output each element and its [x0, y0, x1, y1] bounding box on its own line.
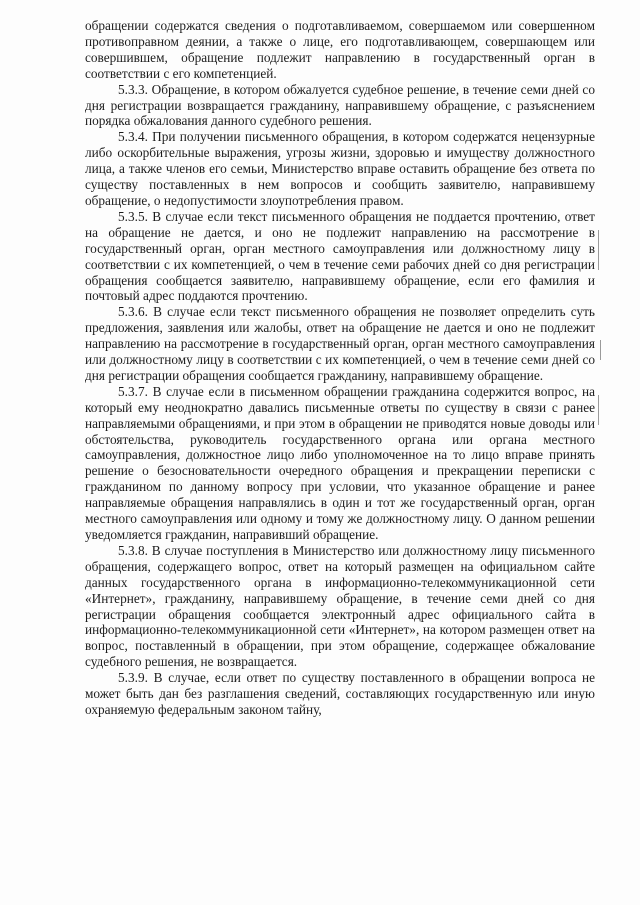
- paragraph-continuation: обращении содержатся сведения о подготавливаемом, совершаемом или совершенном противоправном деянии, а также о лице, его подготавливающем, совершающем или совершившем, обращение подлежит направлению в государственный орган в соответствии с его компетенцией.: [85, 18, 595, 81]
- document-body: [85, 18, 595, 718]
- paragraph-5-3-9: 5.3.9. В случае, если ответ по существу поставленного в обращении вопроса не может быть дан без разглашения сведений, составляющих государственную или иную охраняемую федеральным законом тайну,: [85, 670, 595, 717]
- paragraph-5-3-6: 5.3.6. В случае если текст письменного обращения не позволяет определить суть предложения, заявления или жалобы, ответ на обращение не дается и оно не подлежит направлению на рассмотрение в государственный орган, орган местного самоуправления или должностному лицу в соответствии с их компетенцией, о чем в течение семи дней со дня регистрации обращения сообщается гражданину, направившему обращение.: [85, 304, 595, 383]
- scan-artifact-line: [600, 340, 601, 360]
- scan-artifact-line: [598, 395, 599, 425]
- paragraph-5-3-8: 5.3.8. В случае поступления в Министерство или должностному лицу письменного обращения, содержащего вопрос, ответ на который размещен на официальном сайте данных государственного органа в информационно-телекоммуникационной сети «Интернет», гражданину, направившему обращение, в течение семи дней со дня регистрации обращения сообщается электронный адрес официального сайта в информационно-телекоммуникационной сети «Интернет», на котором размещен ответ на вопрос, поставленный в обращении, при этом обращение, содержащее обжалование судебного решения, не возвращается.: [85, 542, 595, 670]
- paragraph-5-3-5: 5.3.5. В случае если текст письменного обращения не поддается прочтению, ответ на обращение не дается, и оно не подлежит направлению на рассмотрение в государственный орган, орган местного самоуправления или должностному лицу в соответствии с их компетенцией, о чем в течение семи рабочих дней со дня регистрации обращения сообщается заявителю, направившему обращение, если его фамилия и почтовый адрес поддаются прочтению.: [85, 208, 595, 304]
- paragraph-5-3-7: 5.3.7. В случае если в письменном обращении гражданина содержится вопрос, на который ему неоднократно давались письменные ответы по существу в связи с ранее направляемыми обращениями, и при этом в обращении не приводятся новые доводы или обстоятельства, руководитель государственного органа или органа местного самоуправления, должностное лицо либо уполномоченное на то лицо вправе принять решение о безосновательности очередного обращения и прекращении переписки с гражданином по данному вопросу при условии, что указанное обращение и ранее направляемые обращения направлялись в один и тот же государственный орган, орган местного самоуправления или одному и тому же должностному лицу. О данном решении уведомляется гражданин, направивший обращение.: [85, 383, 595, 542]
- scan-artifact-line: [598, 230, 599, 270]
- paragraph-5-3-4: 5.3.4. При получении письменного обращения, в котором содержатся нецензурные либо оскорбительные выражения, угрозы жизни, здоровью и имуществу должностного лица, а также членов его семьи, Министерство вправе оставить обращение без ответа по существу поставленных в нем вопросов и сообщить заявителю, направившему обращение, о недопустимости злоупотребления правом.: [85, 129, 595, 208]
- paragraph-5-3-3: 5.3.3. Обращение, в котором обжалуется судебное решение, в течение семи дней со дня регистрации возвращается гражданину, направившему обращение, с разъяснением порядка обжалования данного судебного решения.: [85, 81, 595, 129]
